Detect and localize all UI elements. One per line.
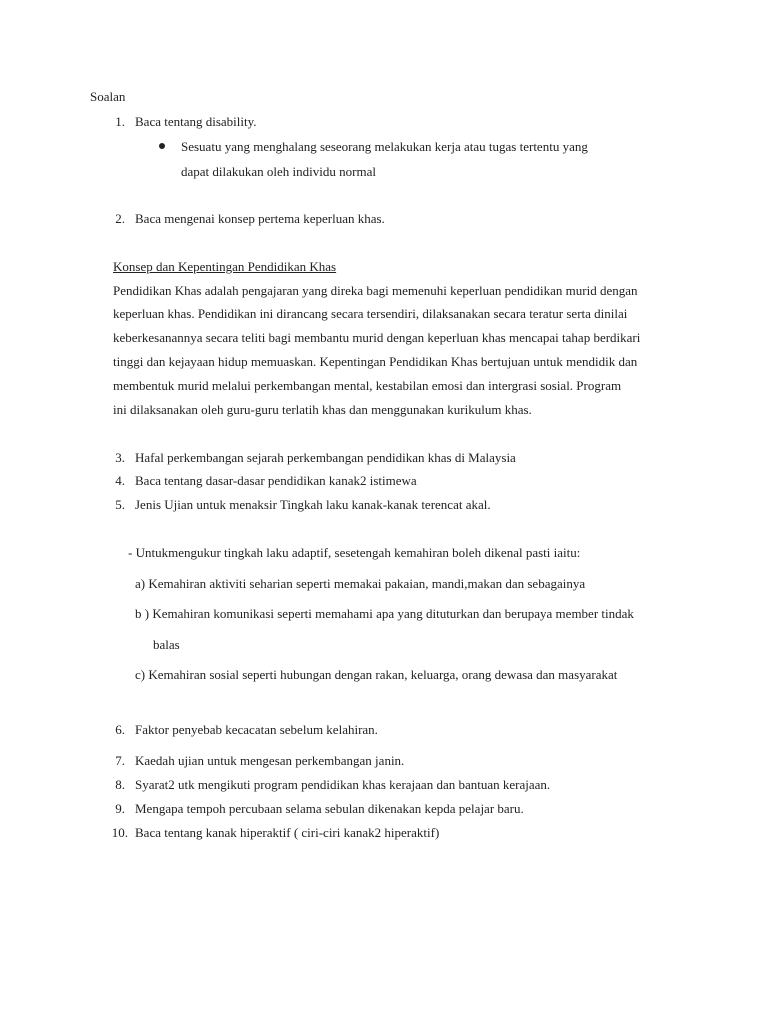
- item-number: 3.: [115, 450, 125, 465]
- item-number: 1.: [115, 114, 125, 129]
- item-number: 6.: [115, 722, 125, 737]
- item-number: 5.: [115, 497, 125, 512]
- sub-intro: - Untukmengukur tingkah laku adaptif, sesetengah kemahiran boleh dikenal pasti iaitu:: [128, 545, 581, 560]
- bullet-icon: [159, 143, 165, 149]
- paragraph-line: membentuk murid melalui perkembangan mental, kestabilan emosi dan intergrasi sosial. Program: [113, 378, 622, 393]
- item-number: 7.: [115, 753, 125, 768]
- item-text: Faktor penyebab kecacatan sebelum kelahiran.: [135, 722, 378, 737]
- paragraph-line: Pendidikan Khas adalah pengajaran yang direka bagi memenuhi keperluan pendidikan murid dengan: [113, 283, 638, 298]
- sub-item-continuation: balas: [153, 637, 180, 652]
- item-text: Kaedah ujian untuk mengesan perkembangan janin.: [135, 753, 405, 768]
- paragraph-line: keberkesanannya secara teliti bagi membantu murid dengan keperluan khas mencapai tahap berdikari: [113, 330, 641, 345]
- item-text: Baca mengenai konsep pertema keperluan khas.: [135, 211, 385, 226]
- paragraph-line: ini dilaksanakan oleh guru-guru terlatih khas dan menggunakan kurikulum khas.: [113, 402, 532, 417]
- item-text: Baca tentang kanak hiperaktif ( ciri-ciri kanak2 hiperaktif): [135, 825, 440, 840]
- document-title: Soalan: [90, 89, 126, 104]
- item-number: 4.: [115, 473, 125, 488]
- item-number: 9.: [115, 801, 125, 816]
- item-text: Mengapa tempoh percubaan selama sebulan dikenakan kepda pelajar baru.: [135, 801, 524, 816]
- sub-item: a) Kemahiran aktiviti seharian seperti memakai pakaian, mandi,makan dan sebagainya: [135, 576, 586, 591]
- bullet-line: Sesuatu yang menghalang seseorang melakukan kerja atau tugas tertentu yang: [181, 139, 588, 154]
- paragraph-line: keperluan khas. Pendidikan ini dirancang secara tersendiri, dilaksanakan secara teratur serta dinilai: [113, 306, 628, 321]
- item-text: Baca tentang dasar-dasar pendidikan kanak2 istimewa: [135, 473, 417, 488]
- bullet-line: dapat dilakukan oleh individu normal: [181, 164, 376, 179]
- item-text: Baca tentang disability.: [135, 114, 257, 129]
- section-heading: Konsep dan Kepentingan Pendidikan Khas: [113, 259, 337, 274]
- sub-item: b ) Kemahiran komunikasi seperti memahami apa yang dituturkan dan berupaya member tindak: [135, 606, 634, 621]
- item-text: Hafal perkembangan sejarah perkembangan pendidikan khas di Malaysia: [135, 450, 516, 465]
- item-number: 10.: [111, 825, 128, 840]
- sub-item: c) Kemahiran sosial seperti hubungan dengan rakan, keluarga, orang dewasa dan masyarakat: [135, 667, 618, 682]
- paragraph-line: tinggi dan kejayaan hidup memuaskan. Kepentingan Pendidikan Khas bertujuan untuk mendidik dan: [113, 354, 638, 369]
- item-number: 8.: [115, 777, 125, 792]
- item-text: Jenis Ujian untuk menaksir Tingkah laku kanak-kanak terencat akal.: [135, 497, 491, 512]
- item-text: Syarat2 utk mengikuti program pendidikan khas kerajaan dan bantuan kerajaan.: [135, 777, 551, 792]
- item-number: 2.: [115, 211, 125, 226]
